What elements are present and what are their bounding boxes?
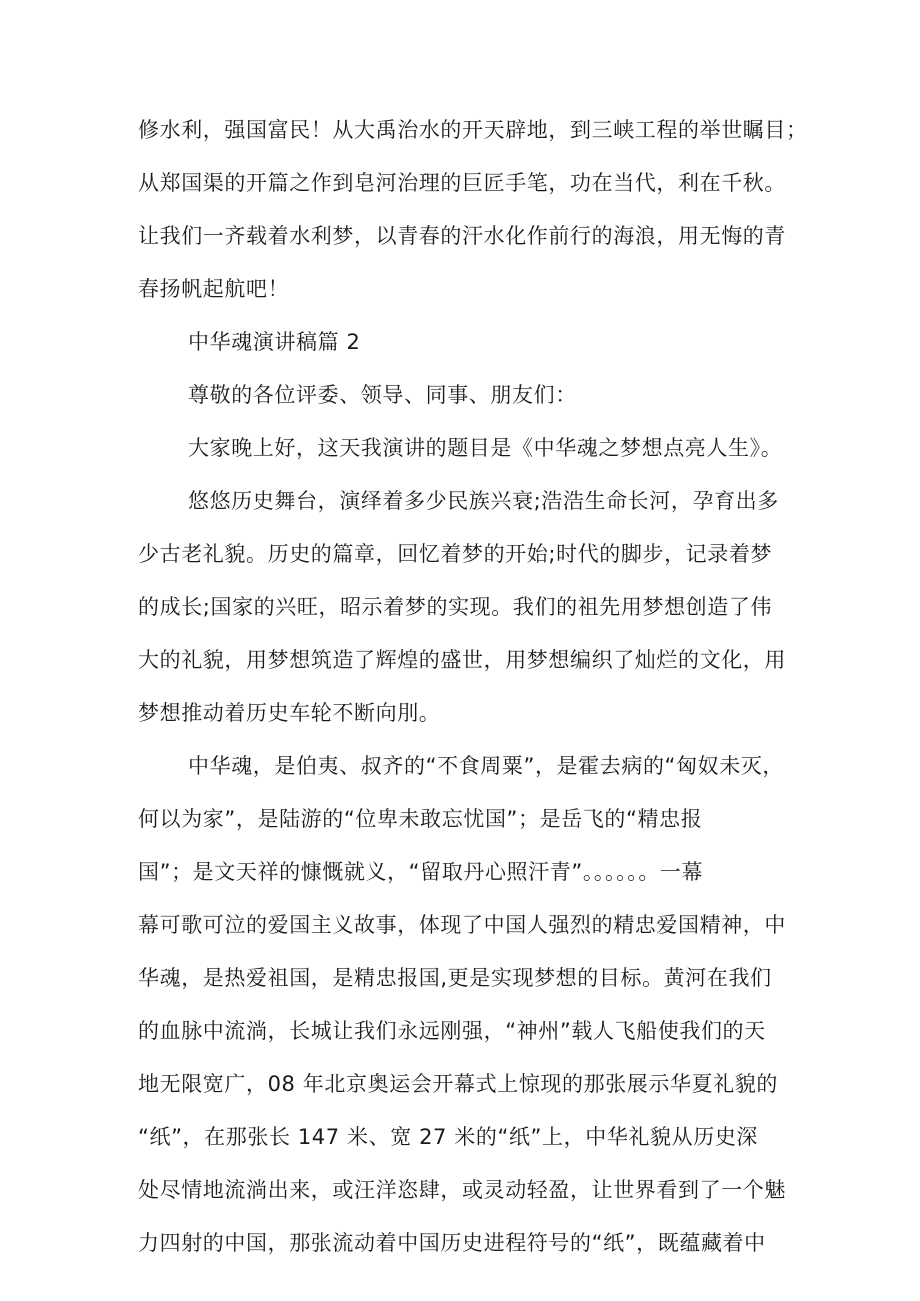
text-line: 中华魂，是伯夷、叔齐的“不食周粟”，是霍去病的“匈奴未灭， <box>188 754 785 778</box>
text-line: “纸”，在那张长 147 米、宽 27 米的“纸”上，中华礼貌从历史深 <box>138 1125 759 1149</box>
text-line: 地无限宽广，08 年北京奥运会开幕式上惊现的那张展示华夏礼貌的 <box>138 1072 778 1096</box>
text-line: 大的礼貌，用梦想筑造了辉煌的盛世，用梦想编织了灿烂的文化，用 <box>138 648 786 672</box>
text-line: 春扬帆起航吧！ <box>138 277 290 301</box>
text-line: 从郑国渠的开篇之作到皂河治理的巨匠手笔，功在当代，利在千秋。 <box>138 171 786 195</box>
text-line: 修水利，强国富民！从大禹治水的开天辟地，到三峡工程的举世瞩目； <box>138 118 808 142</box>
text-line: 的成长;国家的兴旺，昭示着梦的实现。我们的祖先用梦想创造了伟 <box>138 595 773 619</box>
text-line: 幕可歌可泣的爱国主义故事，体现了中国人强烈的精忠爱国精神，中 <box>138 913 786 937</box>
text-line: 力四射的中国，那张流动着中国历史进程符号的“纸”，既蕴藏着中 <box>138 1231 766 1255</box>
text-line: 华魂，是热爱祖国，是精忠报国,更是实现梦想的目标。黄河在我们 <box>138 966 772 990</box>
text-line: 梦想推动着历史车轮不断向刖。 <box>138 701 441 725</box>
text-line: 悠悠历史舞台，演绎着多少民族兴衰;浩浩生命长河，孕育出多 <box>188 489 779 513</box>
text-line: 何以为家”，是陆游的“位卑未敢忘忧国”；是岳飞的“精忠报 <box>138 807 703 831</box>
text-line: 国”；是文天祥的慷慨就义，“留取丹心照汗青”。。。。。。一幕 <box>138 860 704 884</box>
section-heading: 中华魂演讲稿篇 2 <box>188 330 361 354</box>
salutation: 尊敬的各位评委、领导、同事、朋友们： <box>188 383 577 407</box>
text-line: 让我们一齐载着水利梦，以青春的汗水化作前行的海浪，用无悔的青 <box>138 224 786 248</box>
text-line: 大家晚上好，这天我演讲的题目是《中华魂之梦想点亮人生》。 <box>188 436 783 460</box>
text-line: 少古老礼貌。历史的篇章，回忆着梦的开始;时代的脚步，记录着梦 <box>138 542 773 566</box>
text-line: 处尽情地流淌出来，或汪洋恣肆，或灵动轻盈，让世界看到了一个魅 <box>138 1178 786 1202</box>
text-line: 的血脉中流淌，长城让我们永远刚强，“神州”载人飞船使我们的天 <box>138 1019 766 1043</box>
